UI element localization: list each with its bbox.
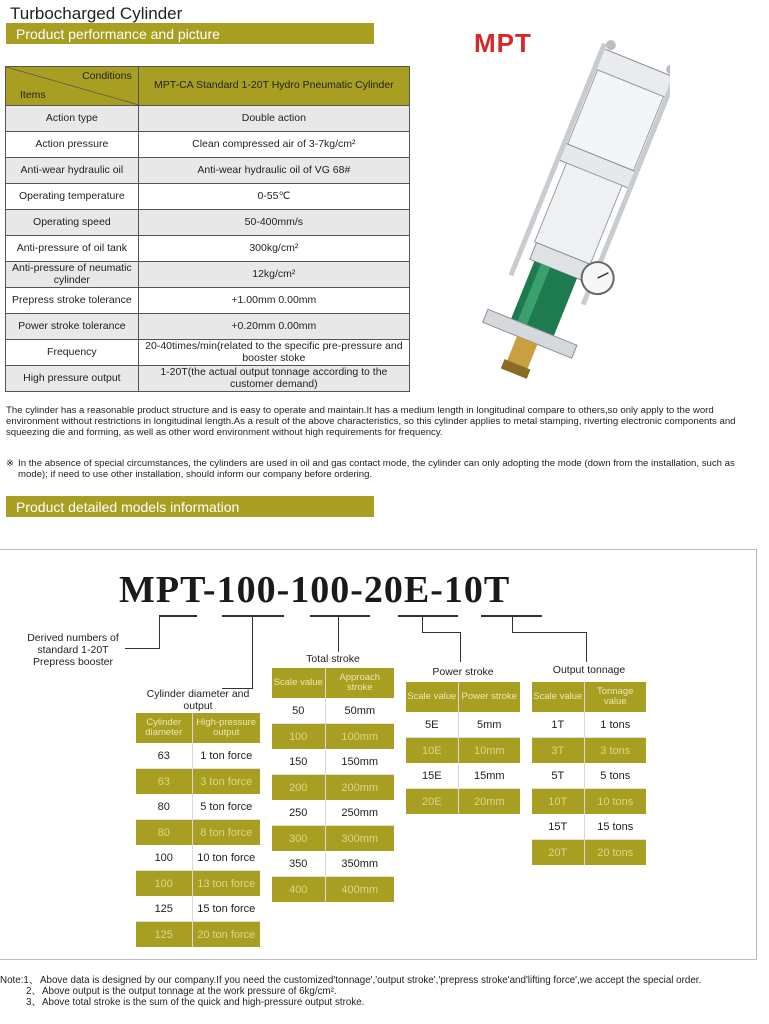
cell: 20T [532,840,584,866]
spec-item: Operating temperature [6,184,139,210]
cell: 20mm [458,789,520,815]
note-3-prefix: 3、 [26,997,42,1008]
cell: 50 [272,698,325,724]
spec-value: 50-400mm/s [138,210,409,236]
spec-value: Double action [138,106,409,132]
spec-value: +0.20mm 0.00mm [138,314,409,340]
cell: 400 [272,877,325,903]
col-header: Power stroke [458,682,520,712]
spec-header-value: MPT-CA Standard 1-20T Hydro Pneumatic Cylinder [138,67,409,106]
derived-label: Derived numbers of standard 1-20T Prepress booster [27,632,119,668]
cell: 125 [136,922,192,948]
cell: 1 ton force [192,743,260,769]
cell: 250mm [325,800,394,826]
cell: 63 [136,743,192,769]
cell: 5 tons [584,763,646,789]
cell: 63 [136,769,192,795]
spec-item: Anti-pressure of oil tank [6,236,139,262]
cell: 3 tons [584,738,646,764]
col-header: Scale value [272,668,325,698]
col-header: High-pressure output [192,713,260,743]
cell: 350mm [325,851,394,877]
cell: 10E [406,738,458,764]
spec-value: 1-20T(the actual output tonnage according to the customer demand) [138,366,409,392]
cell: 20 ton force [192,922,260,948]
cell: 125 [136,896,192,922]
diameter-title: Cylinder diameter and output [146,688,250,712]
cell: 15mm [458,763,520,789]
spec-header-corner [6,67,139,106]
cell: 300mm [325,826,394,852]
spec-item: Action pressure [6,132,139,158]
cell: 13 ton force [192,871,260,897]
total-stroke-title: Total stroke [306,653,360,665]
spec-item: Operating speed [6,210,139,236]
note-1-prefix: Note:1、 [0,975,39,986]
cell: 150 [272,749,325,775]
power-stroke-title: Power stroke [432,666,494,678]
spec-item: Frequency [6,340,139,366]
note-1 [0,975,760,986]
cell: 5mm [458,712,520,738]
col-header: Scale value [406,682,458,712]
cylinder-product-image [470,28,670,398]
cell: 100 [136,845,192,871]
spec-item: Anti-pressure of neumatic cylinder [6,262,139,288]
diameter-table [136,713,260,947]
note-2-prefix: 2、 [26,986,42,997]
cell: 100 [272,724,325,750]
cell: 80 [136,794,192,820]
cell: 250 [272,800,325,826]
spec-item: Anti-wear hydraulic oil [6,158,139,184]
cell: 8 ton force [192,820,260,846]
cell: 50mm [325,698,394,724]
cell: 400mm [325,877,394,903]
spec-value: 12kg/cm² [138,262,409,288]
cell: 3T [532,738,584,764]
cell: 5E [406,712,458,738]
cell: 15 tons [584,814,646,840]
cell: 150mm [325,749,394,775]
notes [0,975,760,1008]
cell: 200mm [325,775,394,801]
cell: 80 [136,820,192,846]
spec-value: 300kg/cm² [138,236,409,262]
cell: 1T [532,712,584,738]
items-label: Items [20,88,46,101]
notice-mark: ※ [6,458,15,469]
spec-item: Power stroke tolerance [6,314,139,340]
section-banner-models: Product detailed models information [6,496,374,517]
spec-value: Anti-wear hydraulic oil of VG 68# [138,158,409,184]
section-banner-performance: Product performance and picture [6,23,374,44]
spec-value: 20-40times/min(related to the specific pre-pressure and booster stoke [138,340,409,366]
cell: 20 tons [584,840,646,866]
cell: 100mm [325,724,394,750]
brand-logo: MPT [474,28,532,58]
spec-item: High pressure output [6,366,139,392]
col-header: Tonnage value [584,682,646,712]
note-3 [0,997,760,1008]
col-header: Cylinder diameter [136,713,192,743]
power-stroke-table [406,682,520,814]
cell: 200 [272,775,325,801]
cell: 10T [532,789,584,815]
cell: 5 ton force [192,794,260,820]
col-header: Scale value [532,682,584,712]
notice-body: In the absence of special circumstances, the cylinders are used in oil and gas contact mode, the cylinder can only adopting the mode (down from the installation, such as mode); if need to use other installation, should inform our company before ordering. [18,458,735,480]
col-header: Approach stroke [325,668,394,698]
cell: 10 ton force [192,845,260,871]
cell: 300 [272,826,325,852]
spec-value: +1.00mm 0.00mm [138,288,409,314]
total-stroke-table [272,668,394,902]
page-title: Turbocharged Cylinder [10,4,183,23]
cell: 5T [532,763,584,789]
note-2-text: Above output is the output tonnage at the work pressure of 6kg/cm². [42,986,337,997]
model-code: MPT-100-100-20E-10T [119,569,511,611]
cell: 15E [406,763,458,789]
note-1-text: Above data is designed by our company.If you need the customized'tonnage','output stroke','prepress stroke'and'lifting force',we accept the special order. [40,975,702,986]
description-text: The cylinder has a reasonable product structure and is easy to operate and maintain.It has a medium length in longitudinal compare to others,so only apply to the word environment without restrictions in longitudinal length.As a result of the above characteristics, so this cylinder applies to metal stamping, riverting electronic components and squeezing die and forming, as well as other word environment without high requirements for frequency. [6,405,736,438]
spec-item: Action type [6,106,139,132]
cell: 100 [136,871,192,897]
output-tonnage-table [532,682,646,865]
spec-table [5,66,410,392]
note-2 [0,986,760,997]
spec-value: Clean compressed air of 3-7kg/cm² [138,132,409,158]
cell: 15 ton force [192,896,260,922]
output-tonnage-title: Output tonnage [552,664,626,676]
notice-text [6,459,746,481]
cell: 3 ton force [192,769,260,795]
spec-item: Prepress stroke tolerance [6,288,139,314]
cell: 10mm [458,738,520,764]
cell: 20E [406,789,458,815]
cell: 10 tons [584,789,646,815]
spec-value: 0-55℃ [138,184,409,210]
cell: 15T [532,814,584,840]
conditions-label: Conditions [82,70,132,82]
note-3-text: Above total stroke is the sum of the quick and high-pressure output stroke. [42,997,365,1008]
cell: 350 [272,851,325,877]
cell: 1 tons [584,712,646,738]
